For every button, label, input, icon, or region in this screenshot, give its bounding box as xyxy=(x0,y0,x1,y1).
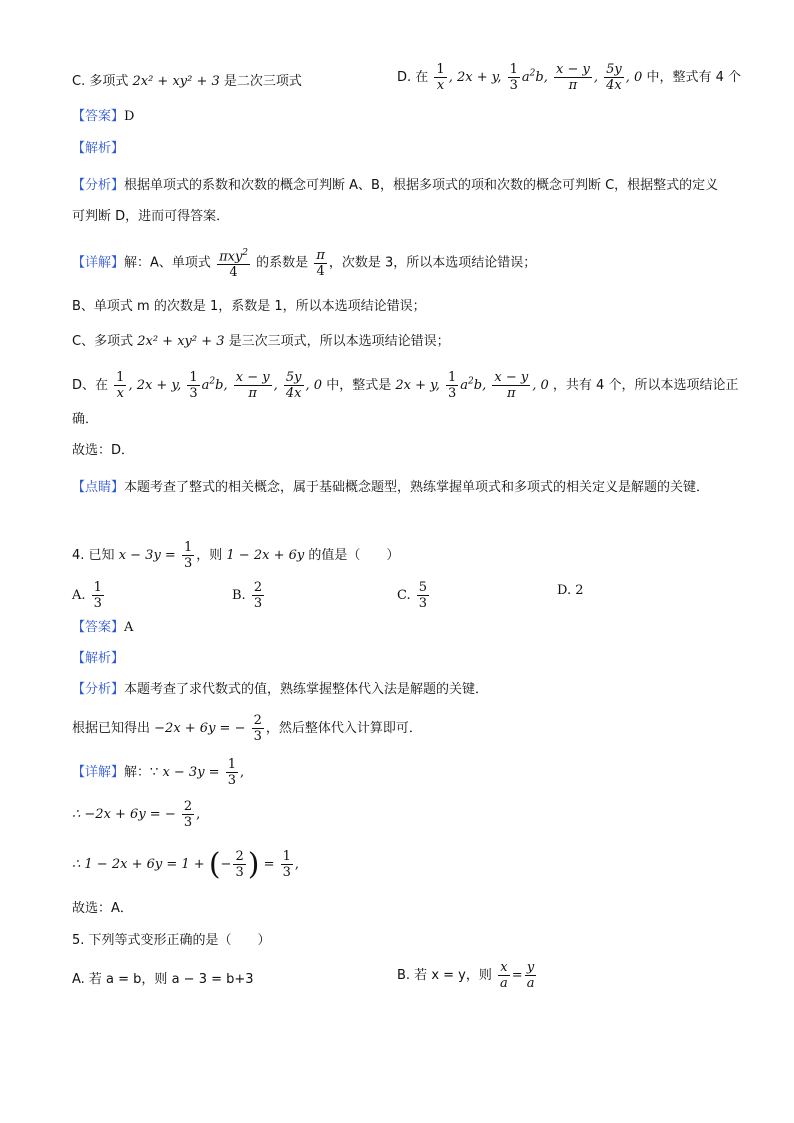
q3-option-c: C. 多项式 2x² + xy² + 3 是二次三项式 xyxy=(72,74,302,89)
q4-analysis: 【分析】本题考查了求代数式的值，熟练掌握整体代入法是解题的关键． xyxy=(72,682,489,697)
q4-option-b: B. $\frac{2}{3}$ xyxy=(232,580,263,611)
q4-option-c: C. $\frac{5}{3}$ xyxy=(397,580,428,611)
q3-analysis: 【分析】根据单项式的系数和次数的概念可判断 A、B，根据多项式的项和次数的概念可判断 C，根据整式的定义可判断 D，进而可得答案． xyxy=(72,178,719,224)
q5-stem: 5. 下列等式变形正确的是（ ） xyxy=(72,933,271,948)
q3-answer: 【答案】D xyxy=(72,109,135,124)
q3-choice: 故选：D． xyxy=(72,443,135,458)
q3-detail-c: C、多项式 2x² + xy² + 3 是三次三项式，所以本选项结论错误； xyxy=(72,334,450,349)
q4-answer: 【答案】A xyxy=(72,620,134,635)
q3-detail-d-cont: 确． xyxy=(72,412,99,427)
q3-comment: 【点睛】本题考查了整式的相关概念，属于基础概念题型，熟练掌握单项式和多项式的相关定义是解题的关键． xyxy=(72,480,710,495)
q4-stem: 4. 已知 x − 3y = $\frac{1}{3}$ ，则 1 − 2x + 6y 的值是（ ） xyxy=(72,540,400,571)
q4-explain-tag: 【解析】 xyxy=(72,651,125,666)
q5-option-a: A. 若 a = b，则 a − 3 = b+3 xyxy=(72,972,254,987)
q4-option-a: A. $\frac{1}{3}$ xyxy=(72,580,102,611)
q3-explain-tag: 【解析】 xyxy=(72,141,125,156)
q3-option-d: D. 在 $\frac{1}{x}$ , 2x + y, $\frac{1}{3}$ $a^2b$, $\frac{x - y}{\pi}$ , $\frac{5y}{4x}$ , 0 中，整式有 4 个 xyxy=(397,62,741,93)
q4-option-d: D. 2 xyxy=(557,583,584,598)
q3-detail-a: 【详解】解：A、单项式 $\frac{\pi xy^2}{4}$ 的系数是 $\frac{\pi}{4}$ ，次数是 3，所以本选项结论错误； xyxy=(72,247,537,281)
q4-reason: 根据已知得出 −2x + 6y = − $\frac{2}{3}$ ，然后整体代入计算即可． xyxy=(72,713,422,744)
q4-detail-1: 【详解】解：∵ x − 3y = $\frac{1}{3}$ , xyxy=(72,757,245,788)
q4-choice: 故选：A． xyxy=(72,901,133,916)
q3-detail-d: D、在 $\frac{1}{x}$ , 2x + y, $\frac{1}{3}$ $a^2b$, $\frac{x - y}{\pi}$ , $\frac{5y}{4x}$ , 0 中，整式是 2x + y, $\frac{1}{3}$ $a^2b$, $\frac{x - y}{\pi}$ , 0 ，共有 4 个，所以本选项结论正 xyxy=(72,370,739,401)
q3-detail-b: B、单项式 m 的次数是 1，系数是 1，所以本选项结论错误； xyxy=(72,299,426,314)
q4-detail-3: ∴ 1 − 2x + 6y = 1 + (− $\frac{2}{3}$ ) = $\frac{1}{3}$ , xyxy=(72,846,300,882)
q4-detail-2: ∴ −2x + 6y = − $\frac{2}{3}$ , xyxy=(72,799,201,830)
q5-option-b: B. 若 x = y，则 $\frac{x}{a}$ = $\frac{y}{a}$ xyxy=(397,960,535,991)
